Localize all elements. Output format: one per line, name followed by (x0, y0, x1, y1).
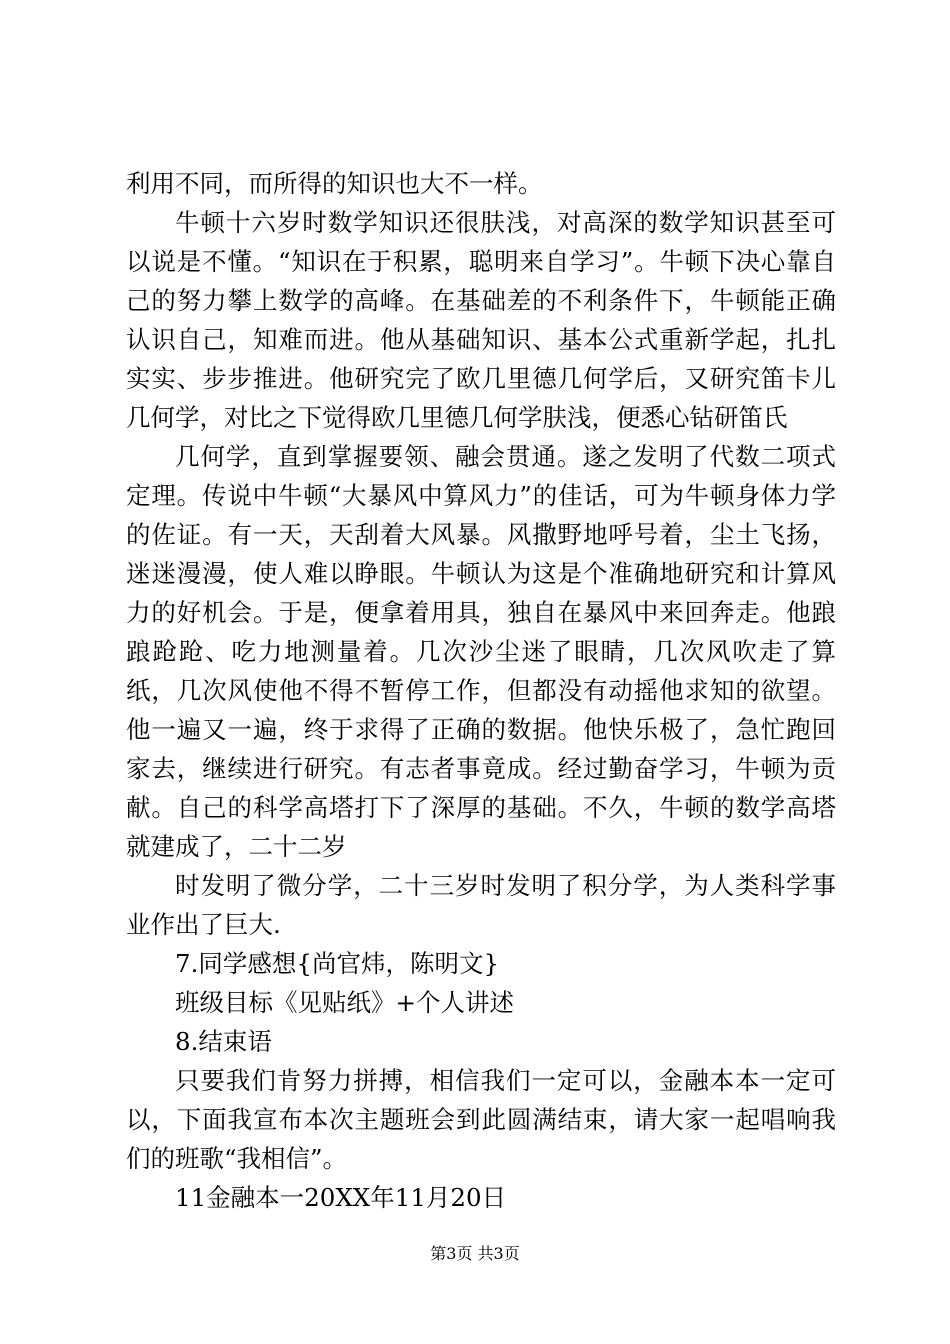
paragraph-class-goal: 班级目标《见贴纸》+个人讲述 (175, 988, 515, 1017)
paragraph-newton-storm: 几何学，直到掌握要领、融会贯通。遂之发明了代数二项式定理。传说中牛顿“大暴风中算风力”的佳话，可为牛顿身体力学的佐证。有一天，天刮着大风暴。风撒野地呼号着，尘土飞扬，迷迷漫漫，使人难以睁眼。牛顿认为这是个准确地研究和计算风力的好机会。于是，便拿着用具，独自在暴风中来回奔走。他踉踉跄跄、吃力地测量着。几次沙尘迷了眼睛，几次风吹走了算纸，几次风使他不得不暂停工作，但都没有动摇他求知的欲望。他一遍又一遍，终于求得了正确的数据。他快乐极了，急忙跑回家去，继续进行研究。有志者事竟成。经过勤奋学习，牛顿为贡献。自己的科学高塔打下了深厚的基础。不久，牛顿的数学高塔就建成了，二十二岁 (126, 442, 836, 861)
paragraph-item-8: 8.结束语 (175, 1027, 272, 1056)
paragraph-closing: 只要我们肯努力拼搏，相信我们一定可以，金融本本一定可以，下面我宣布本次主题班会到此圆满结束，请大家一起唱响我们的班歌“我相信”。 (126, 1066, 836, 1173)
paragraph-newton-math: 牛顿十六岁时数学知识还很肤浅，对高深的数学知识甚至可以说是不懂。“知识在于积累，聪明来自学习”。牛顿下决心靠自己的努力攀上数学的高峰。在基础差的不利条件下，牛顿能正确认识自己，知难而进。他从基础知识、基本公式重新学起，扎扎实实、步步推进。他研究完了欧几里德几何学后，又研究笛卡儿几何学，对比之下觉得欧几里德几何学肤浅，便悉心钻研笛氏 (126, 208, 836, 432)
paragraph-newton-calculus: 时发明了微分学，二十三岁时发明了积分学，为人类科学事业作出了巨大. (126, 871, 836, 939)
page-footer: 第3页 共3页 (430, 1244, 520, 1263)
paragraph-signature-date: 11金融本一20XX年11月20日 (175, 1183, 507, 1212)
document-body (126, 164, 836, 1217)
paragraph-continuation: 利用不同，而所得的知识也大不一样。 (126, 169, 543, 198)
paragraph-item-7: 7.同学感想{尚官炜，陈明文} (175, 949, 500, 978)
